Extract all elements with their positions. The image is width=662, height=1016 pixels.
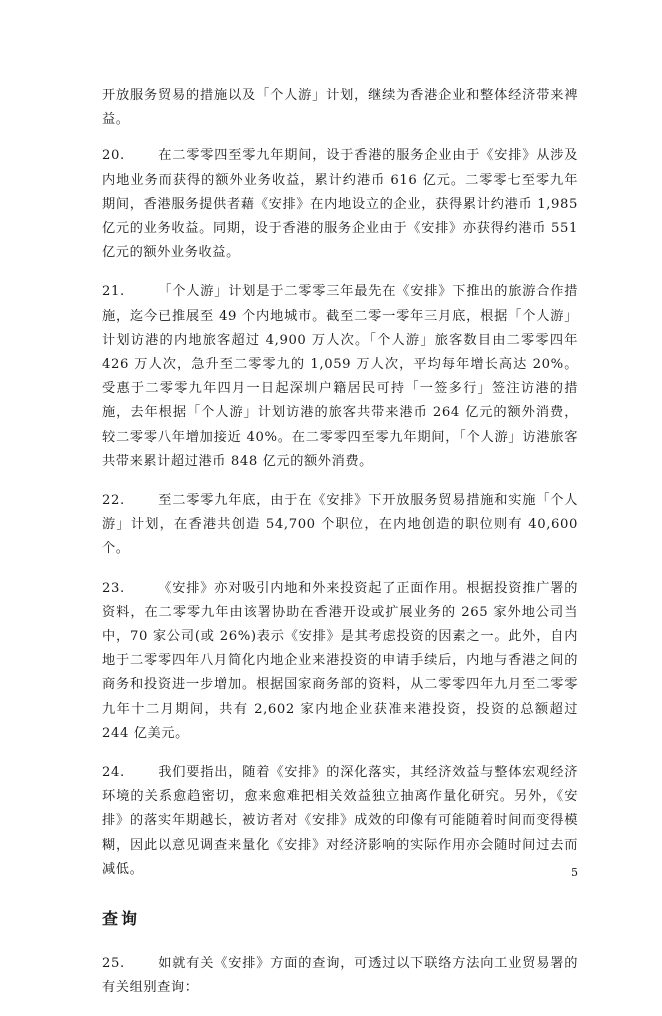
paragraph-text: 《安排》亦对吸引内地和外来投资起了正面作用。根据投资推广署的资料，在二零零九年由该署协助在香港开设或扩展业务的 265 家外地公司当中，70 家公司(或 26%)表示《安排》是其考虑投资的因素之一。此外，自内地于二零零四年八月简化内地企业来港投资的申请手续后，内地与香港之间的商务和投资进一步增加。根据国家商务部的资料，从二零零四年九月至二零零九年十二月期间，共有 2,602 家内地企业获准来港投资，投资的总额超过 244 亿美元。 (102, 580, 578, 741)
paragraph-number: 21. (102, 284, 125, 300)
paragraph-24 (102, 761, 578, 882)
paragraph-25 (102, 952, 578, 1000)
paragraph-text: 开放服务贸易的措施以及「个人游」计划，继续为香港企业和整体经济带来裨益。 (102, 88, 578, 128)
paragraph-21 (102, 280, 578, 474)
paragraph-number: 24. (102, 765, 125, 781)
paragraph-number: 22. (102, 493, 125, 509)
paragraph-text: 至二零零九年底，由于在《安排》下开放服务贸易措施和实施「个人游」计划，在香港共创造 54,700 个职位，在内地创造的职位则有 40,600 个。 (102, 493, 578, 557)
paragraph-number: 25. (102, 956, 125, 972)
page-number: 5 (571, 866, 578, 879)
paragraph-23 (102, 577, 578, 746)
paragraph-text: 「个人游」计划是于二零零三年最先在《安排》下推出的旅游合作措施，迄今已推展至 49 个内地城市。截至二零一零年三月底，根据「个人游」计划访港的内地旅客超过 4,900 万人次。「个人游」旅客数目由二零零四年 426 万人次，急升至二零零九的 1,059 万人次，平均每年增长高达 20%。受惠于二零零九年四月一日起深圳户籍居民可持「一签多行」签注访港的措施，去年根据「个人游」计划访港的旅客共带来港币 264 亿元的额外消费，较二零零八年增加接近 40%。在二零零四至零九年期间，「个人游」访港旅客共带来累计超过港币 848 亿元的额外消费。 (102, 284, 578, 469)
paragraph-22 (102, 489, 578, 562)
paragraph-continuation (102, 84, 578, 132)
paragraph-text: 在二零零四至零九年期间，设于香港的服务企业由于《安排》从涉及内地业务而获得的额外业务收益，累计约港币 616 亿元。二零零七至零九年期间，香港服务提供者藉《安排》在内地设立的企业，获得累计约港币 1,985 亿元的业务收益。同期，设于香港的服务企业由于《安排》亦获得约港币 551 亿元的额外业务收益。 (102, 148, 578, 261)
paragraph-text: 我们要指出，随着《安排》的深化落实，其经济效益与整体宏观经济环境的关系愈趋密切，愈来愈难把相关效益独立抽离作量化研究。另外，《安排》的落实年期越长，被访者对《安排》成效的印像有可能随着时间而变得模糊，因此以意见调查来量化《安排》对经济影响的实际作用亦会随时间过去而减低。 (102, 765, 578, 877)
paragraph-number: 23. (102, 580, 125, 596)
paragraph-text: 如就有关《安排》方面的查询，可透过以下联络方法向工业贸易署的有关组别查询： (102, 956, 578, 996)
document-body (102, 84, 578, 1016)
paragraph-number: 20. (102, 148, 125, 164)
paragraph-20 (102, 144, 578, 265)
section-heading: 查询 (102, 909, 141, 929)
